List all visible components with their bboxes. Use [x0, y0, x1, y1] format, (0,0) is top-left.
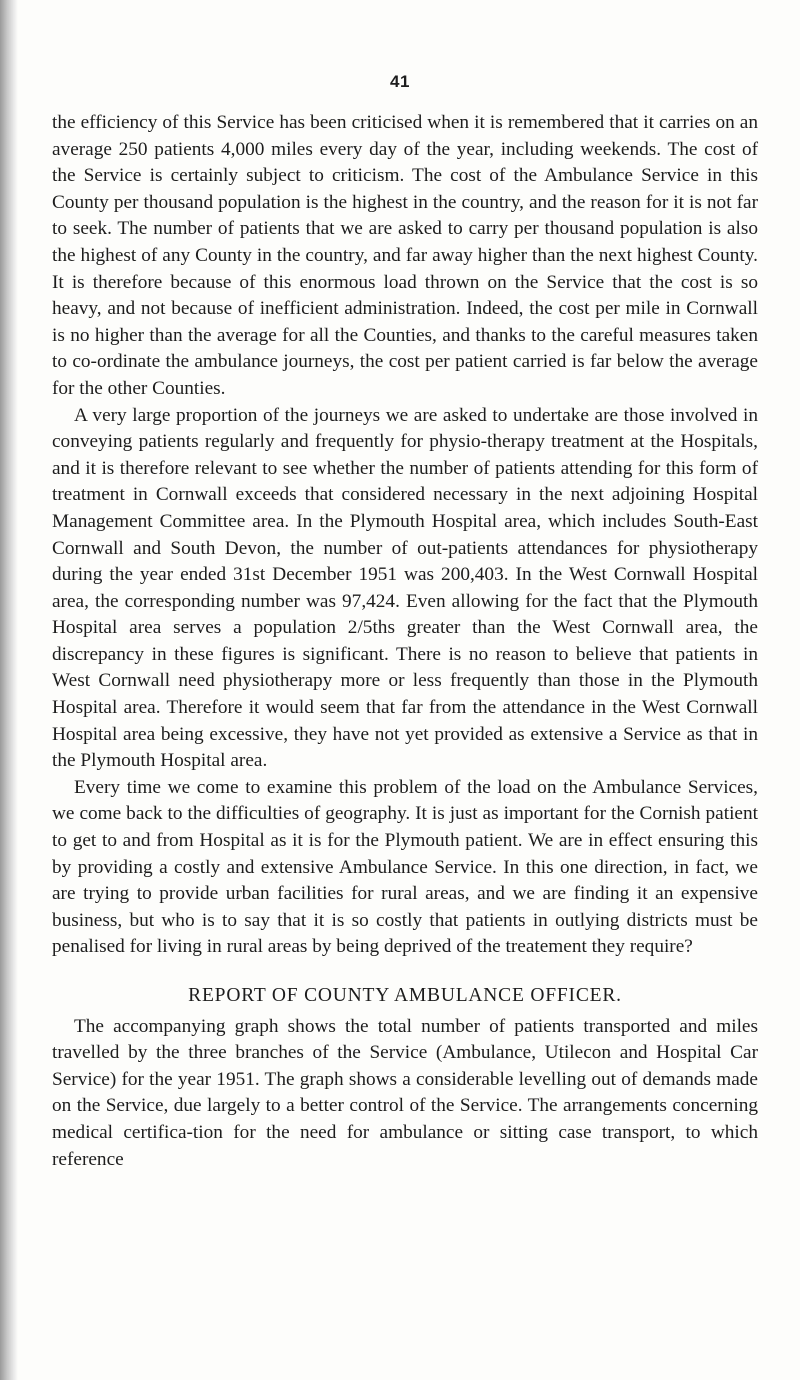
section-heading: REPORT OF COUNTY AMBULANCE OFFICER. [188, 985, 622, 1006]
paragraph-ambulance-report: The accompanying graph shows the total number of patients transported and miles travelled by the three branches of the Service (Ambulance, Utilecon and Hospital Car Service) for the year 1951. The graph shows a considerable levelling out of demands made on the Service, due largely to a better control of the Service. The arrangements concerning medical certifica-tion for the need for ambulance or sitting case transport, to which reference [52, 1015, 758, 1170]
page-number: 41 [390, 72, 410, 91]
document-body [52, 110, 758, 1173]
binding-edge-shadow [0, 0, 18, 1380]
paragraph-physiotherapy: A very large proportion of the journeys we are asked to undertake are those involved in conveying patients regularly and frequently for physio-therapy treatment at the Hospitals, and it is therefore relevant to see whether the number of patients attending for this form of treatment in Cornwall exceeds that considered necessary in the next adjoining Hospital Management Committee area. In the Plymouth Hospital area, which includes South-East Cornwall and South Devon, the number of out-patients attendances for physiotherapy during the year ended 31st December 1951 was 200,403. In the West Cornwall Hospital area, the corresponding number was 97,424. Even allowing for the fact that the Plymouth Hospital area serves a population 2/5ths greater than the West Cornwall area, the discrepancy in these figures is significant. There is no reason to believe that patients in West Cornwall need physiotherapy more or less frequently than those in the Plymouth Hospital area. Therefore it would seem that far from the attendance in the West Cornwall Hospital area being excessive, they have not yet provided as extensive a Service as that in the Plymouth Hospital area. [52, 404, 758, 772]
paragraph-efficiency: the efficiency of this Service has been criticised when it is remembered that it carries on an average 250 patients 4,000 miles every day of the year, including weekends. The cost of the Service is certainly subject to criticism. The cost of the Ambulance Service in this County per thousand population is the highest in the country, and the reason for it is not far to seek. The number of patients that we are asked to carry per thousand population is also the highest of any County in the country, and far away higher than the next highest County. It is therefore because of this enormous load thrown on the Service that the cost is so heavy, and not because of inefficient administration. Indeed, the cost per mile in Cornwall is no higher than the average for all the Counties, and thanks to the careful measures taken to co-ordinate the ambulance journeys, the cost per patient carried is far below the average for the other Counties. [52, 112, 758, 399]
paragraph-geography: Every time we come to examine this problem of the load on the Ambulance Services, we come back to the difficulties of geography. It is just as important for the Cornish patient to get to and from Hospital as it is for the Plymouth patient. We are in effect ensuring this by providing a costly and extensive Ambulance Service. In this one direction, in fact, we are trying to provide urban facilities for rural areas, and we are finding it an expensive business, but who is to say that it is so costly that patients in outlying districts must be penalised for living in rural areas by being deprived of the treatement they require? [52, 776, 758, 958]
